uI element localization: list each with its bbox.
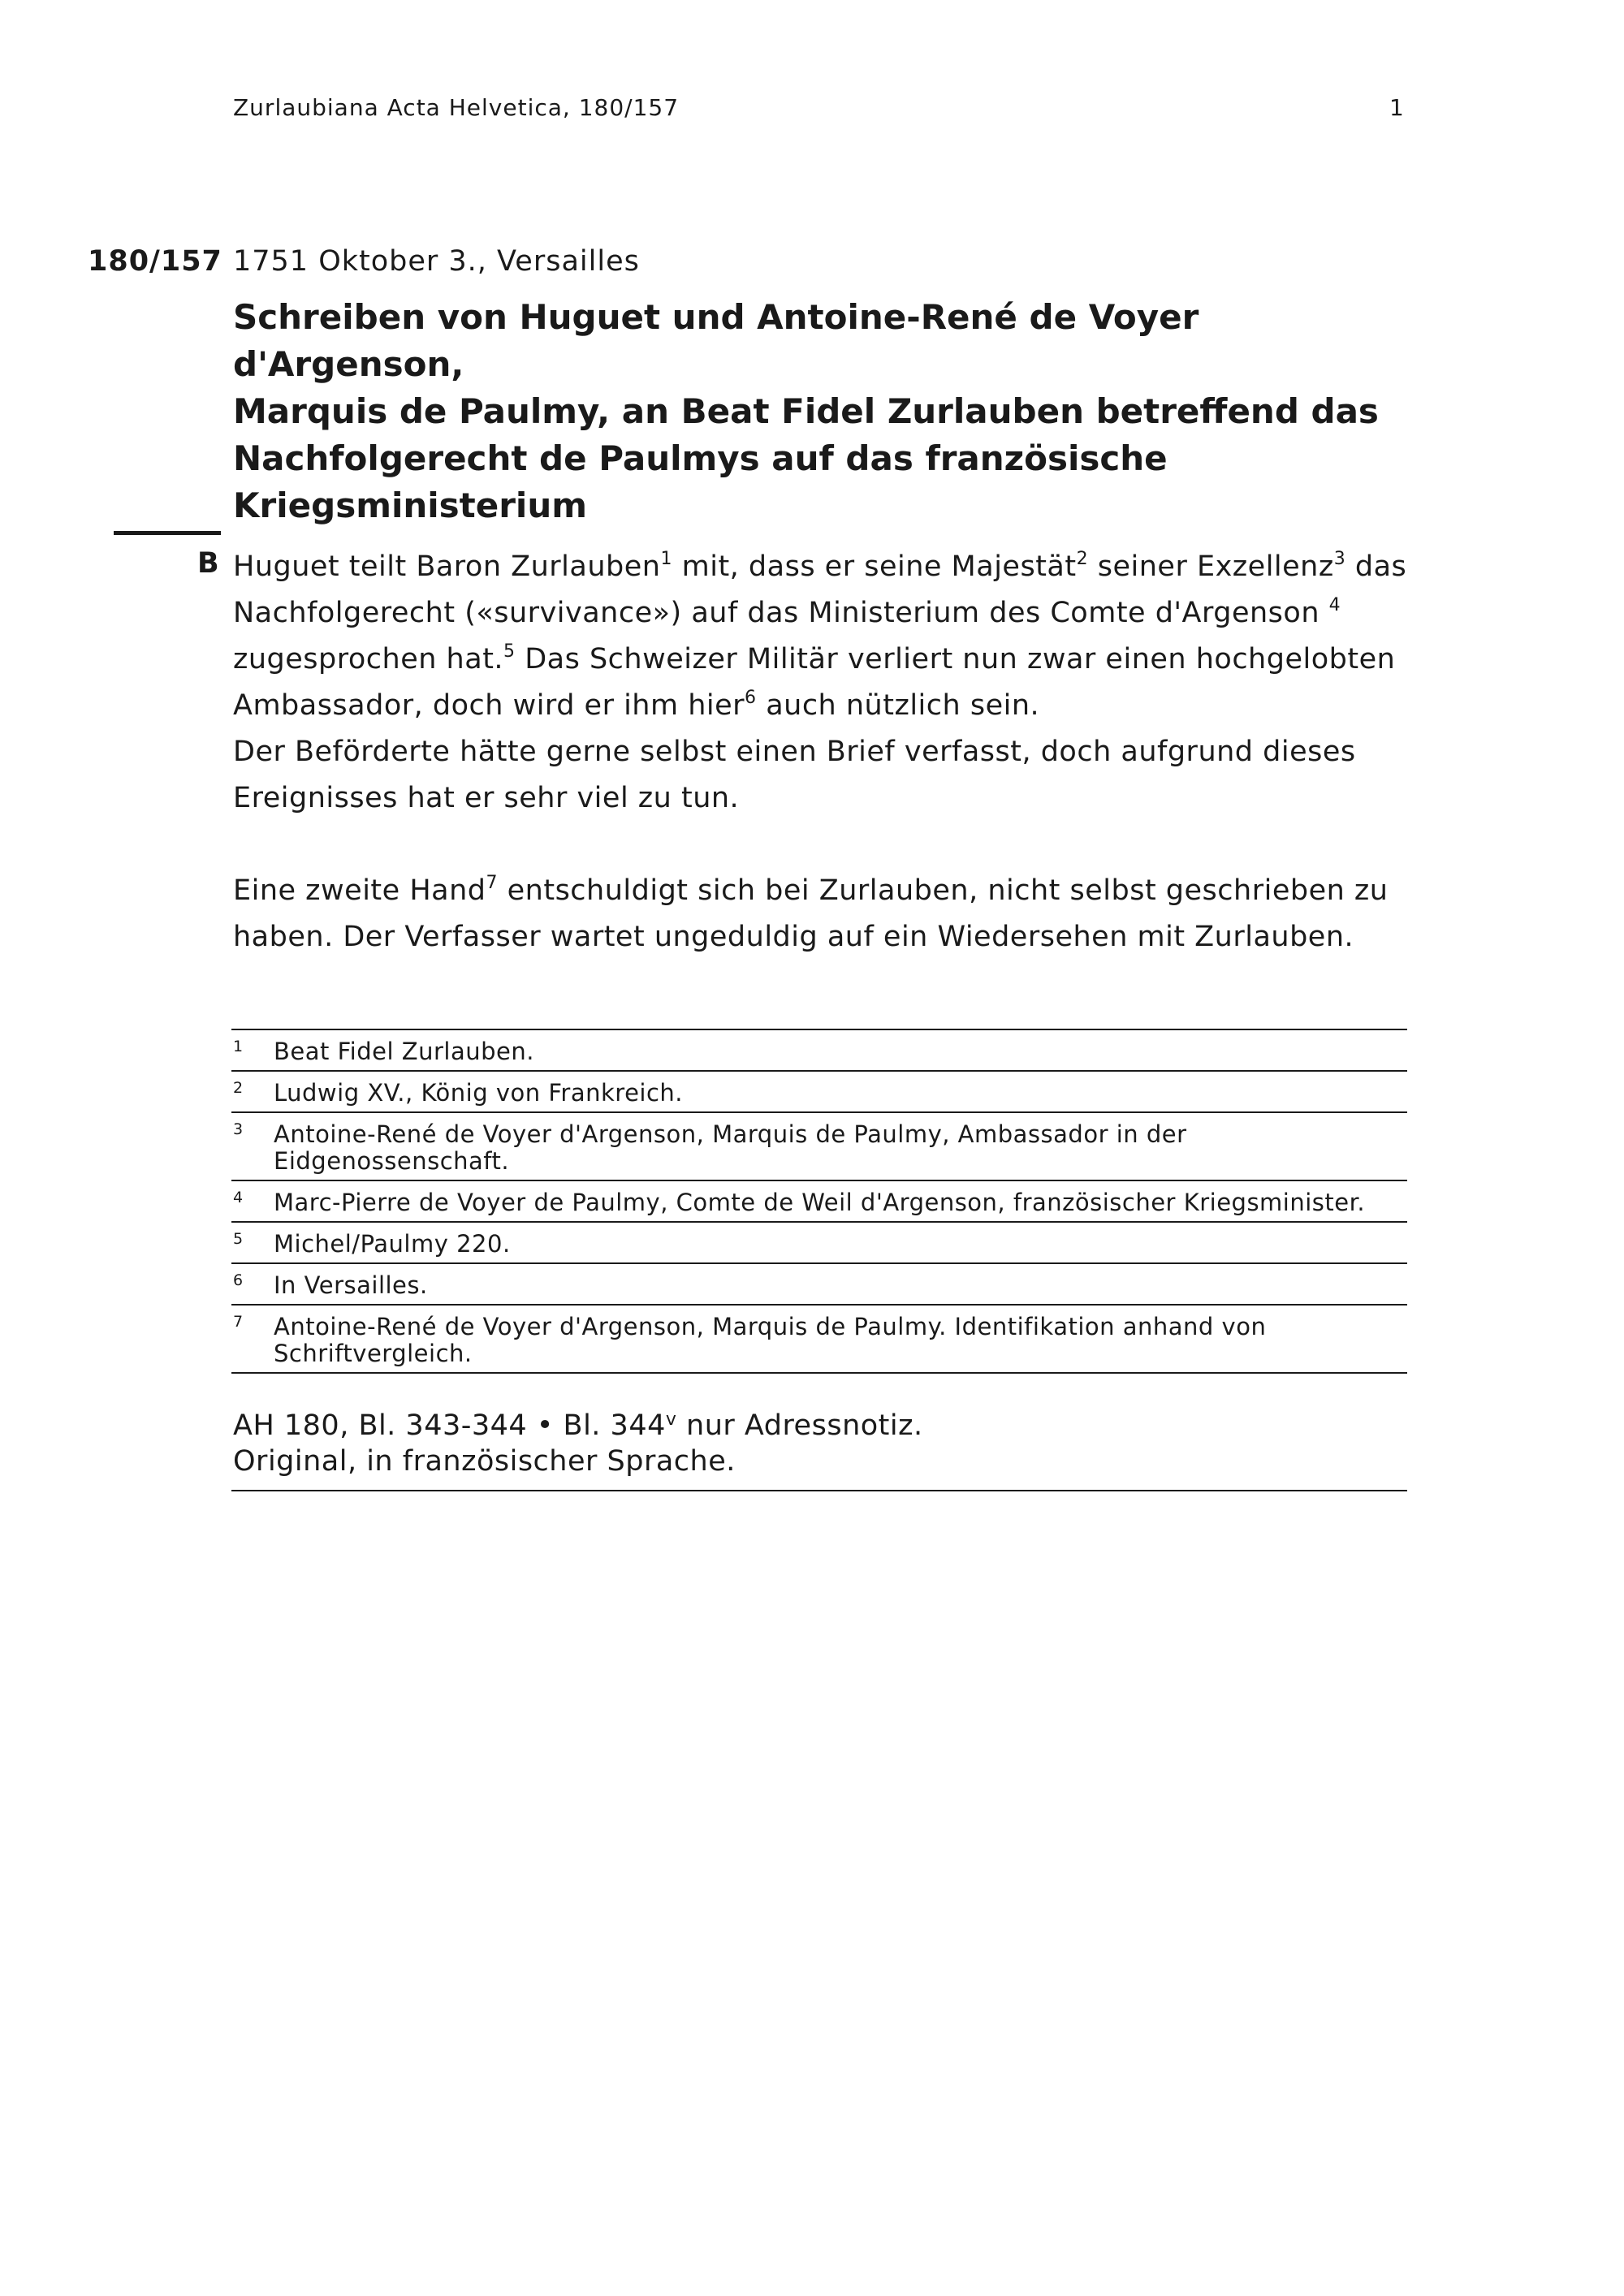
footnote-item xyxy=(231,1030,1407,1072)
footnote-ref[interactable]: 7 xyxy=(486,873,498,893)
footnote-item xyxy=(231,1264,1407,1306)
date-place-line: 1751 Oktober 3., Versailles xyxy=(233,245,640,278)
footnote-number: 6 xyxy=(233,1271,244,1289)
footnote-number: 5 xyxy=(233,1230,244,1248)
source-note xyxy=(233,1408,1407,1479)
footnote-ref[interactable]: 3 xyxy=(1333,549,1346,569)
running-header-title: Zurlaubiana Acta Helvetica, 180/157 xyxy=(233,94,680,121)
footnote-text: In Versailles. xyxy=(274,1271,428,1299)
verso-mark: v xyxy=(665,1409,677,1430)
summary-text xyxy=(233,544,1435,960)
summary-line: Eine zweite Hand$^7$ entschuldigt sich bei Zurlauben, nicht selbst geschrieben zu xyxy=(233,873,1389,907)
footnote-item xyxy=(231,1113,1407,1181)
footnotes-list xyxy=(231,1029,1407,1374)
source-line: Original, in französischer Sprache. xyxy=(233,1445,736,1478)
section-marker-rule xyxy=(114,531,221,535)
footnote-ref[interactable]: 5 xyxy=(503,641,516,662)
document-title xyxy=(233,294,1410,529)
title-line: Marquis de Paulmy, an Beat Fidel Zurlauben betreffend das xyxy=(233,391,1379,431)
footnote-number: 7 xyxy=(233,1313,244,1331)
source-line: AH 180, Bl. 343-344 • Bl. 344$^v$ nur Adressnotiz. xyxy=(233,1409,923,1442)
footnote-text: Antoine-René de Voyer d'Argenson, Marquis de Paulmy, Ambassador in der Eidgenossenschaft. xyxy=(274,1120,1187,1175)
summary-line: haben. Der Verfasser wartet ungeduldig auf ein Wiedersehen mit Zurlauben. xyxy=(233,921,1354,953)
footnote-item xyxy=(231,1306,1407,1374)
paragraph-gap xyxy=(233,822,1435,868)
footnote-ref[interactable]: 4 xyxy=(1328,595,1341,615)
footnote-number: 1 xyxy=(233,1038,244,1055)
title-line: Kriegsministerium xyxy=(233,486,587,525)
footnote-text: Beat Fidel Zurlauben. xyxy=(274,1038,534,1065)
summary-line: Huguet teilt Baron Zurlauben$^1$ mit, dass er seine Majestät$^2$ seiner Exzellenz$^3$ das xyxy=(233,549,1407,583)
footnote-number: 4 xyxy=(233,1189,244,1206)
footnote-ref[interactable]: 6 xyxy=(745,688,757,708)
summary-line: zugesprochen hat.$^5$ Das Schweizer Militär verliert nun zwar einen hochgelobten xyxy=(233,641,1396,675)
tradition-letter: B xyxy=(197,547,219,580)
document-number: 180/157 xyxy=(88,245,222,278)
footnote-item xyxy=(231,1223,1407,1264)
footnote-text: Marc-Pierre de Voyer de Paulmy, Comte de Weil d'Argenson, französischer Kriegsminister. xyxy=(274,1189,1366,1216)
summary-line: Ereignisses hat er sehr viel zu tun. xyxy=(233,782,740,814)
footnote-item xyxy=(231,1072,1407,1113)
footnote-ref[interactable]: 2 xyxy=(1076,549,1089,569)
footnote-ref[interactable]: 1 xyxy=(660,549,672,569)
footnote-text: Ludwig XV., König von Frankreich. xyxy=(274,1079,684,1107)
summary-line: Der Beförderte hätte gerne selbst einen Brief verfasst, doch aufgrund dieses xyxy=(233,736,1356,768)
title-line: Nachfolgerecht de Paulmys auf das französische xyxy=(233,438,1168,478)
footnote-text: Michel/Paulmy 220. xyxy=(274,1230,511,1258)
footnote-text: Antoine-René de Voyer d'Argenson, Marquis de Paulmy. Identifikation anhand von Schriftvergleich. xyxy=(274,1313,1267,1367)
source-bottom-rule xyxy=(231,1490,1407,1491)
footnote-item xyxy=(231,1181,1407,1223)
title-line: Schreiben von Huguet und Antoine-René de Voyer d'Argenson, xyxy=(233,297,1199,384)
footnote-number: 2 xyxy=(233,1079,244,1097)
footnote-number: 3 xyxy=(233,1120,244,1138)
summary-line: Ambassador, doch wird er ihm hier$^6$ auch nützlich sein. xyxy=(233,688,1040,722)
page-number: 1 xyxy=(1389,94,1404,121)
summary-line: Nachfolgerecht («survivance») auf das Ministerium des Comte d'Argenson $^4$ xyxy=(233,595,1341,629)
